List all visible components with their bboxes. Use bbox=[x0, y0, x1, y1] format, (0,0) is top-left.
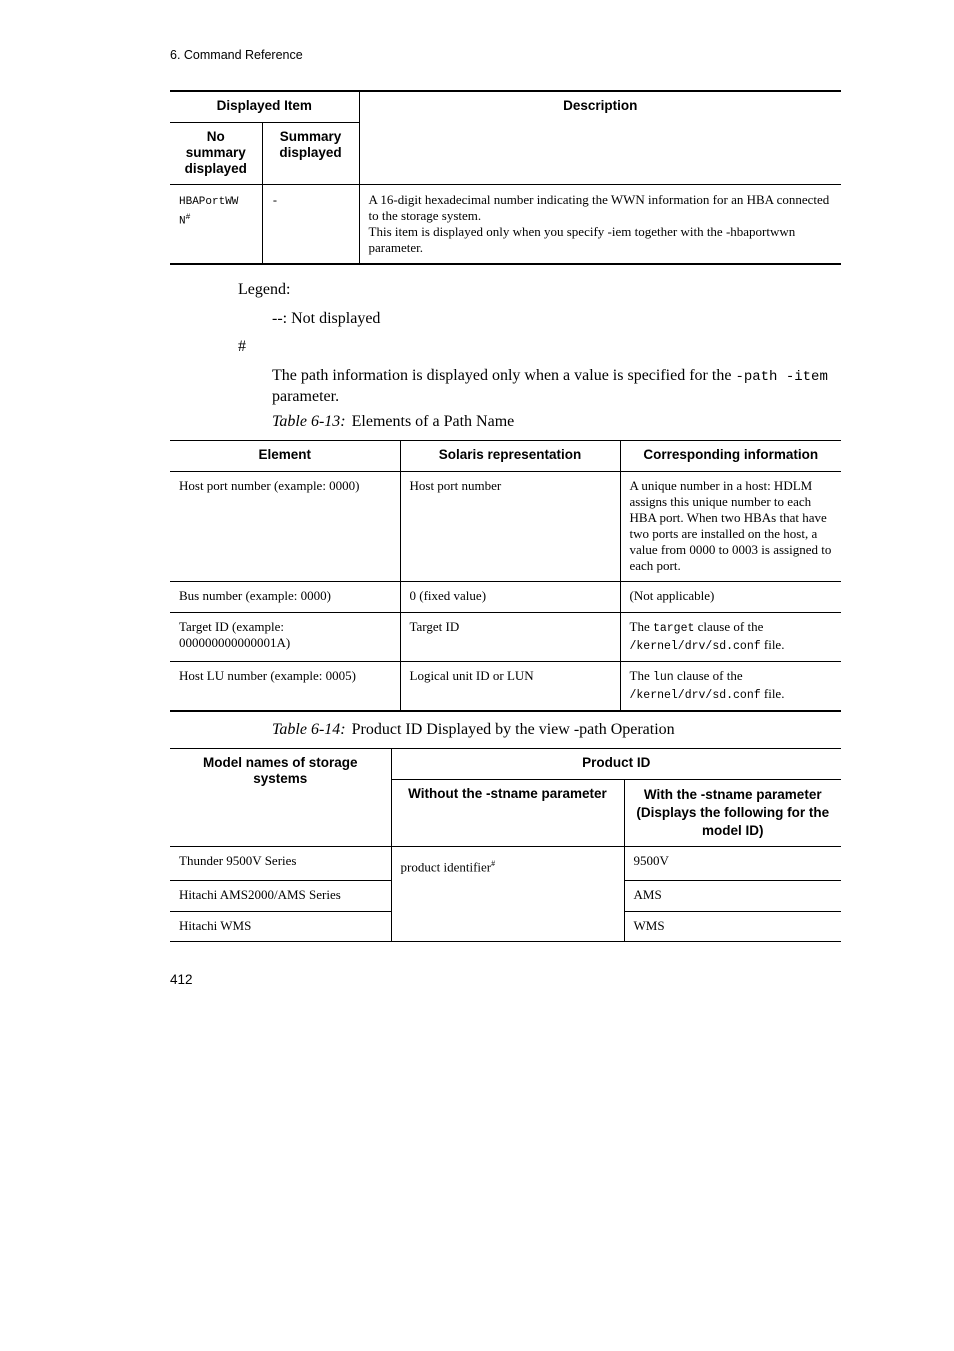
table-row bbox=[170, 847, 841, 881]
legend-hash: # bbox=[238, 338, 246, 355]
header-without-stname: Without the -stname parameter bbox=[391, 780, 624, 847]
code: lun bbox=[652, 671, 674, 684]
item-name: HBAPortWW bbox=[179, 195, 239, 208]
table-row bbox=[170, 662, 841, 712]
cell-with-stname: AMS bbox=[633, 887, 662, 902]
table-row bbox=[170, 582, 841, 613]
cell-no-summary bbox=[170, 184, 262, 264]
cell-element: Host LU number (example: 0005) bbox=[170, 662, 400, 712]
cell-info: (Not applicable) bbox=[629, 588, 715, 603]
header-solaris: Solaris representation bbox=[400, 441, 620, 472]
page-number: 412 bbox=[170, 972, 193, 987]
running-header: 6. Command Reference bbox=[170, 48, 303, 62]
table-row bbox=[170, 613, 841, 662]
header-summary: Summary displayed bbox=[262, 122, 359, 184]
table-caption bbox=[272, 721, 675, 739]
cell-element: Bus number (example: 0000) bbox=[170, 582, 400, 613]
table-caption bbox=[272, 413, 514, 431]
cell-info bbox=[620, 662, 841, 712]
path-elements-table bbox=[170, 440, 841, 712]
header-info: Corresponding information bbox=[643, 447, 819, 462]
header-description: Description bbox=[563, 98, 638, 113]
product-id-table bbox=[170, 748, 841, 942]
cell-element: Target ID (example: 000000000000001A) bbox=[170, 613, 400, 662]
code: /kernel/drv/sd.conf bbox=[629, 640, 761, 653]
text: The bbox=[629, 668, 653, 683]
cell-with-stname: WMS bbox=[633, 918, 665, 933]
cell-info: A unique number in a host: HDLM assigns this unique number to each HBA port. When two HBAs that have two ports are installed on the host, a value from 0000 to 0003 is assigned to each port. bbox=[629, 478, 832, 573]
legend-title: Legend: bbox=[238, 281, 291, 298]
header-with-stname: With the -stname parameter (Displays the following for the model ID) bbox=[624, 780, 841, 847]
cell-description bbox=[359, 184, 841, 264]
code: target bbox=[652, 622, 695, 635]
text: product identifier bbox=[400, 859, 492, 875]
header-no-summary: No summary displayed bbox=[170, 122, 262, 184]
legend-item: --: Not displayed bbox=[272, 310, 381, 327]
cell-info bbox=[620, 613, 841, 662]
text: clause of the bbox=[694, 619, 764, 634]
cell-solaris: Host port number bbox=[400, 472, 620, 582]
header-product-id: Product ID bbox=[391, 749, 841, 780]
cell-solaris: Logical unit ID or LUN bbox=[400, 662, 620, 712]
legend-note bbox=[272, 366, 842, 406]
cell-solaris: Target ID bbox=[400, 613, 620, 662]
desc-line: A 16-digit hexadecimal number indicating the WWN information for an HBA connected to the storage system. bbox=[368, 191, 830, 223]
table-row bbox=[170, 184, 841, 264]
text: The bbox=[629, 619, 653, 634]
footnote-mark: # bbox=[491, 859, 496, 868]
header-element: Element bbox=[170, 441, 400, 472]
caption-text: Elements of a Path Name bbox=[351, 413, 515, 430]
note-code: -path -item bbox=[735, 369, 828, 385]
footnote-mark: # bbox=[185, 212, 191, 222]
caption-number: Table 6-13: bbox=[272, 413, 346, 430]
code: /kernel/drv/sd.conf bbox=[629, 689, 761, 702]
cell-summary: - bbox=[262, 184, 359, 264]
cell-element: Host port number (example: 0000) bbox=[170, 472, 400, 582]
text: file. bbox=[760, 637, 785, 652]
displayed-items-table bbox=[170, 90, 841, 265]
desc-line: This item is displayed only when you specify -iem together with the -hbaportwwn parameter. bbox=[368, 223, 796, 255]
text: file. bbox=[760, 686, 785, 701]
item-name-cont: N bbox=[179, 215, 186, 228]
cell-model: Thunder 9500V Series bbox=[170, 847, 391, 881]
header-model: Model names of storage systems bbox=[170, 749, 391, 847]
table-row bbox=[170, 472, 841, 582]
cell-with-stname: 9500V bbox=[633, 853, 669, 868]
note-text: The path information is displayed only when a value is specified for the bbox=[272, 367, 736, 384]
caption-number: Table 6-14: bbox=[272, 721, 346, 738]
cell-model: Hitachi AMS2000/AMS Series bbox=[170, 881, 391, 912]
header-displayed-item: Displayed Item bbox=[170, 91, 359, 122]
cell-model: Hitachi WMS bbox=[170, 912, 391, 942]
text: clause of the bbox=[673, 668, 743, 683]
cell-product-identifier bbox=[391, 847, 624, 942]
cell-solaris: 0 (fixed value) bbox=[400, 582, 620, 613]
caption-text: Product ID Displayed by the view -path Operation bbox=[351, 721, 675, 738]
note-text: parameter. bbox=[272, 388, 340, 405]
